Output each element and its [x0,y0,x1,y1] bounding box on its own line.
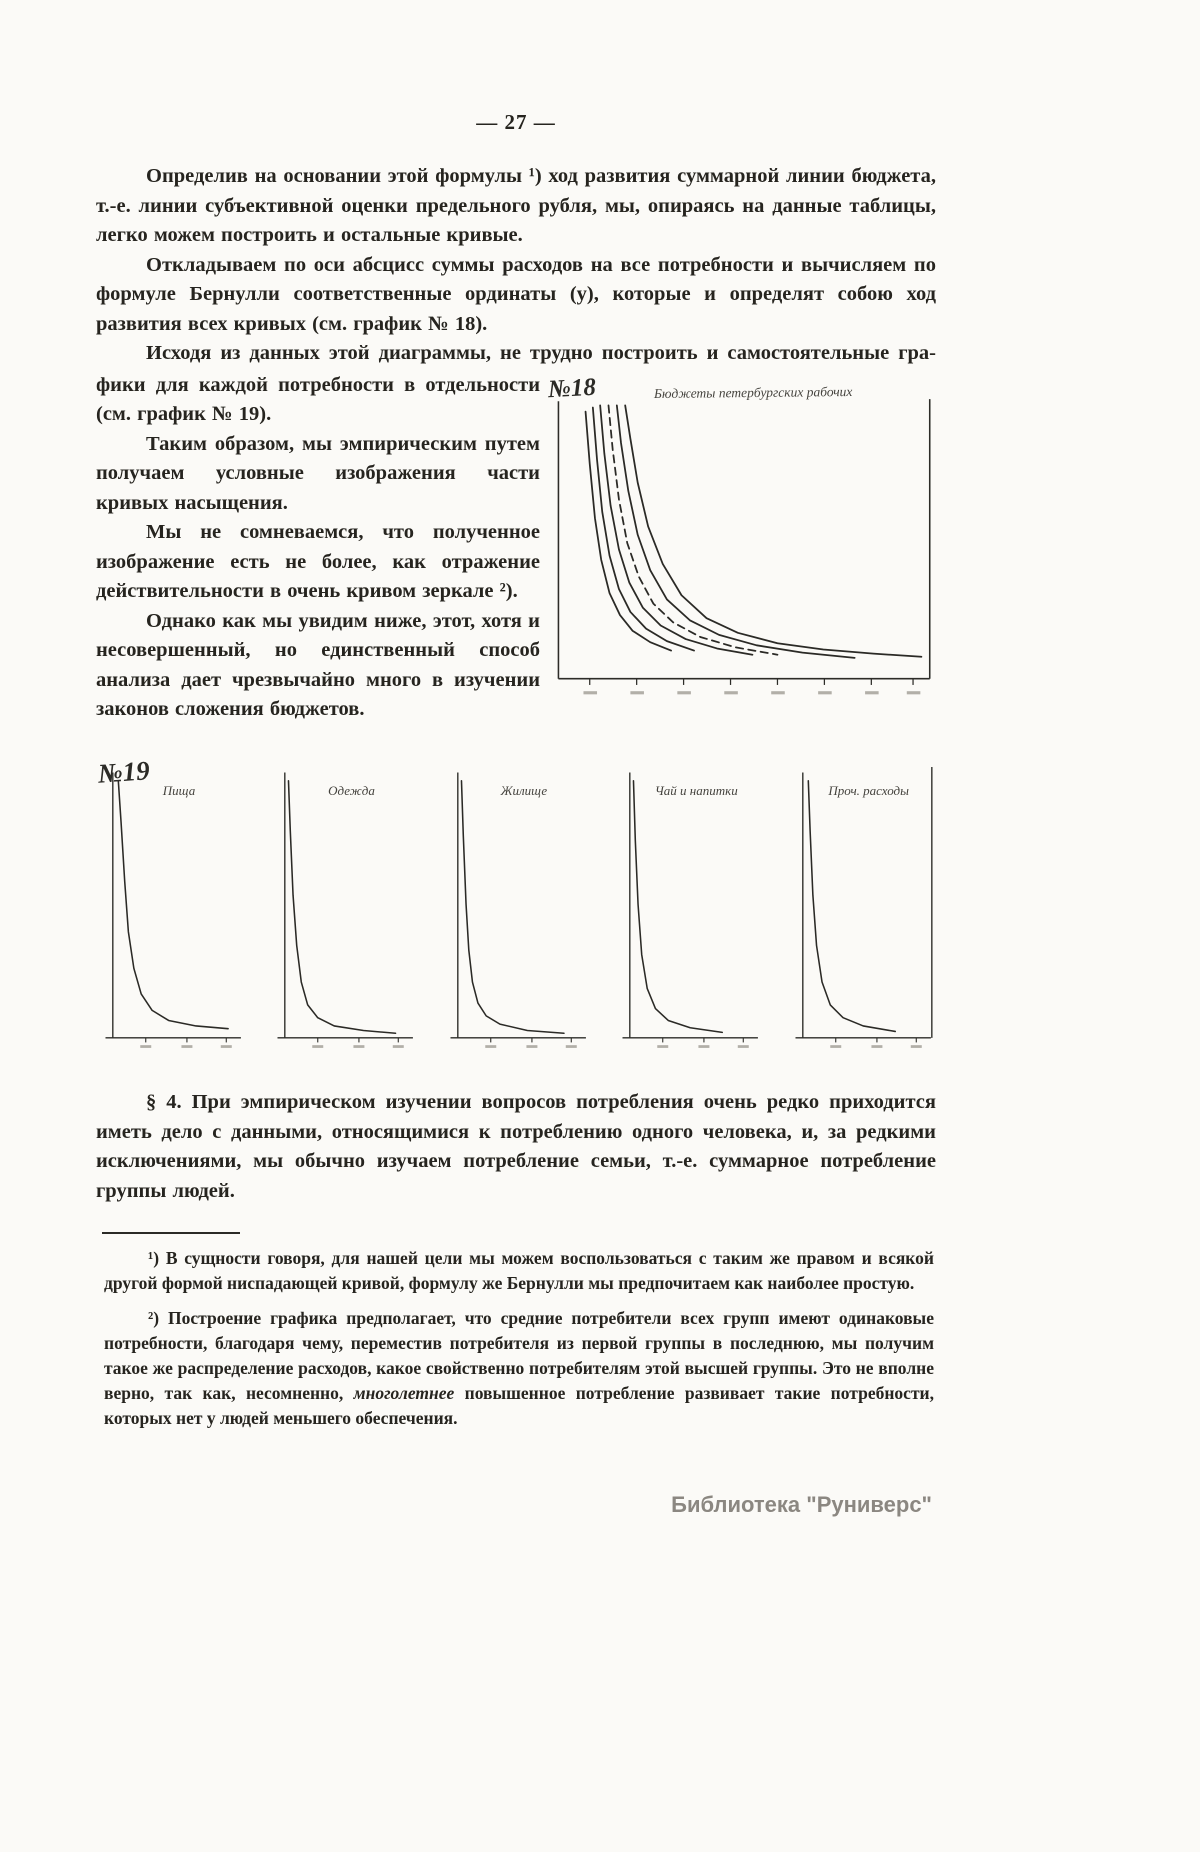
figure-18-caption: Бюджеты петербургских рабочих [653,383,853,401]
footnote-2-emphasis: многолетнее [353,1383,455,1404]
figure-19-panel-plot [445,767,591,1049]
text-column [96,371,540,725]
figure-19-panel-title: Чай и напитки [654,782,738,798]
figure-19-panel-plot [790,767,936,1049]
paragraph-2: Откладываем по оси абсцисс суммы расходов на все потребности и вычисляем по формуле Бернулли соответственные ординаты (y), которые и определят собою ход развития всех кривых (см. график № 18). [96,253,936,335]
paragraph-3-continuation: фики для каждой потребности в отдельности (см. график № 19). [96,373,540,425]
figure-19-panel-plot [617,767,763,1049]
paragraph-4: Таким образом, мы эмпирическим путем получаем условные изображения части кривых насыщения. [96,432,540,514]
figure-19 [96,754,936,1049]
figure-19-label: №19 [96,754,151,789]
figure-18-plot [548,395,936,708]
figure-19-panels [96,767,936,1049]
footnote-2 [96,1306,936,1431]
figure-19-panel-plot [100,767,246,1049]
figure-19-panel [445,767,591,1049]
page-number: — 27 — [476,110,556,134]
figure-19-panel-title: Пища [162,782,196,798]
figure-19-panel [100,767,246,1049]
paragraph-3-first-line: Исходя из данных этой диаграммы, не трудно построить и самостоятельные гра- [146,342,936,364]
figure-19-panel-title: Жилище [500,782,548,798]
figure-19-panel [272,767,418,1049]
footnote-separator [102,1232,240,1234]
footnote-2-text-start: ²) Построение графика предполагает, что средние потребители всех групп имеют одинаковые потребности, благодаря чему, переместив потребителя из первой группы в последнюю, мы получим такое же распределение расходов, какое свойственно потребителям этой высшей группы. Это не вполне верно, так как, несомненно, [104,1308,934,1404]
footnote-2-text-end: повышенное потребление развивает такие потребности, которых нет у людей меньшего обеспечения. [104,1383,934,1429]
section-4-paragraph: § 4. При эмпирическом изучении вопросов потребления очень редко приходится иметь дело с данными, относящимися к потреблению одного человека, и, за редкими исключениями, мы обычно изучаем потребление семьи, т.-е. суммарное потребление группы людей. [96,1091,936,1202]
page-content [96,110,936,1431]
footnote-1: ¹) В сущности говоря, для нашей цели мы можем воспользоваться с таким же правом и всякой другой формой ниспадающей кривой, формулу же Бернулли мы предпочитаем как наиболее простую. [104,1248,934,1294]
figure-18-label: №18 [547,373,597,403]
library-watermark: Библиотека "Руниверс" [671,1492,932,1517]
paragraph-1: Определив на основании этой формулы ¹) ход развития суммарной линии бюджета, т.-е. линии субъективной оценки предельного рубля, мы, опираясь на данные таблицы, легко можем построить и остальные кривые. [96,165,936,246]
figure-19-panel-plot [272,767,418,1049]
figure-19-panel [617,767,763,1049]
figure-19-panel-title: Проч. расходы [828,782,909,798]
figure-19-panel-title: Одежда [328,782,375,798]
paragraph-6: Однако как мы увидим ниже, этот, хотя и несовершенный, но единственный способ анализа дает чрезвычайно много в изучении законов сложения бюджетов. [96,609,540,720]
paragraph-5: Мы не сомневаемся, что полученное изображение есть не более, как отражение действительности в очень кривом зеркале ²). [96,521,540,602]
figure-19-panel [790,767,936,1049]
figure-18 [548,375,936,708]
text-and-figure-row [96,371,936,725]
